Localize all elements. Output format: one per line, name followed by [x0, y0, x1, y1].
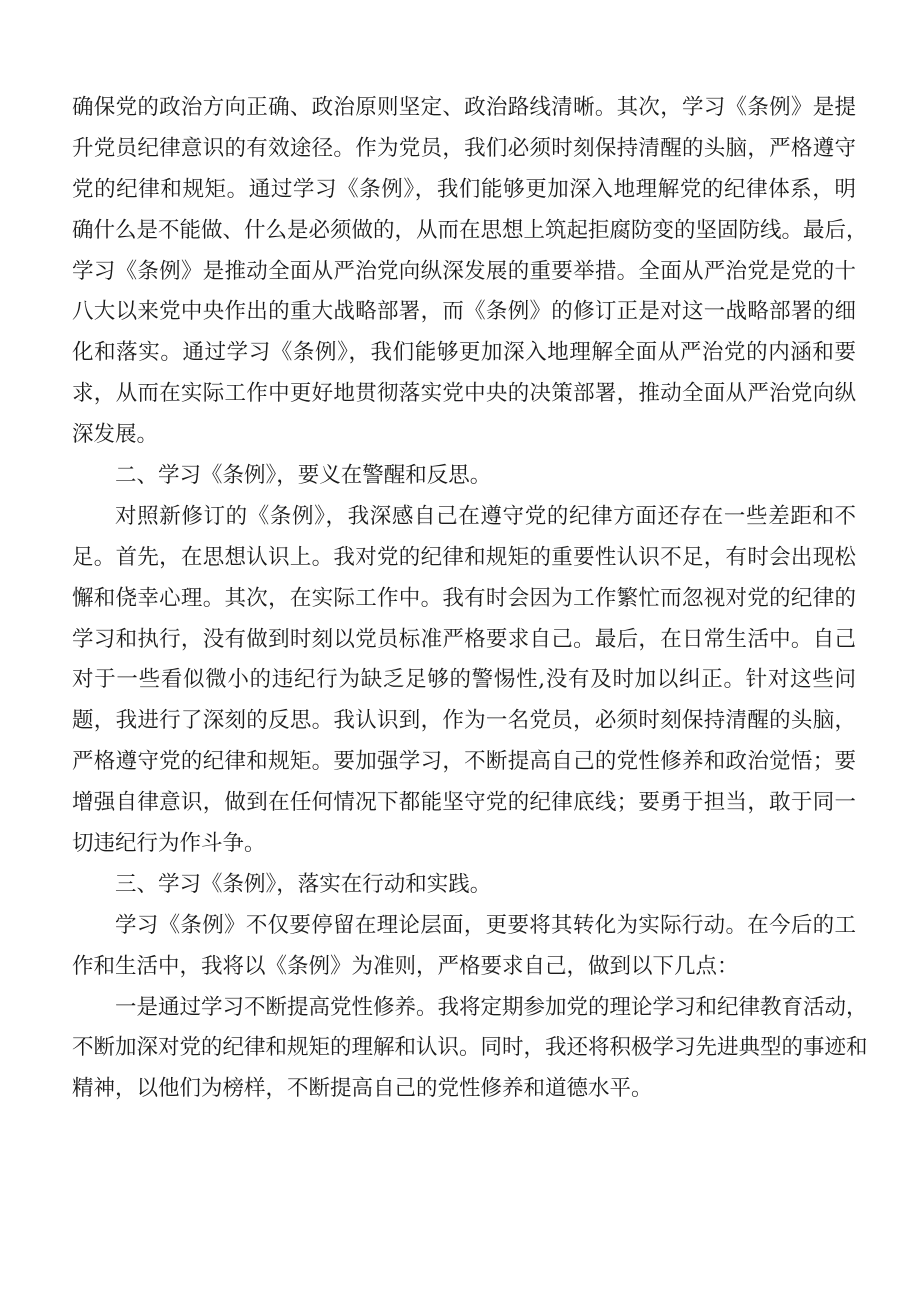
- paragraph-first-line: 学习《条例》不仅要停留在理论层面，更要将其转化为实际行动。在今后的工: [115, 912, 856, 938]
- text-line: 学习和执行，没有做到时刻以党员标准严格要求自己。最后，在日常生活中。自己: [72, 626, 856, 652]
- text-line: 足。首先，在思想认识上。我对党的纪律和规矩的重要性认识不足，有时会出现松: [72, 544, 856, 570]
- text-line: 学习《条例》是推动全面从严治党向纵深发展的重要举措。全面从严治党是党的十: [72, 258, 856, 284]
- text-line: 懈和侥幸心理。其次，在实际工作中。我有时会因为工作繁忙而忽视对党的纪律的: [72, 585, 856, 611]
- text-line: 作和生活中，我将以《条例》为准则，严格要求自己，做到以下几点：: [72, 953, 739, 979]
- text-line: 求，从而在实际工作中更好地贯彻落实党中央的决策部署，推动全面从严治党向纵: [72, 381, 856, 407]
- text-line: 切违纪行为作斗争。: [72, 831, 266, 857]
- paragraph-first-line: 三、学习《条例》，落实在行动和实践。: [115, 871, 492, 897]
- text-line: 升党员纪律意识的有效途径。作为党员，我们必须时刻保持清醒的头脑，严格遵守: [72, 135, 856, 161]
- text-line: 不断加深对党的纪律和规矩的理解和认识。同时，我还将积极学习先进典型的事迹和: [72, 1035, 868, 1061]
- paragraph-first-line: 对照新修订的《条例》，我深感自己在遵守党的纪律方面还存在一些差距和不: [115, 503, 856, 529]
- text-line: 八大以来党中央作出的重大战略部署，而《条例》的修订正是对这一战略部署的细: [72, 299, 856, 325]
- document-body: [72, 88, 868, 1110]
- text-line: 题，我进行了深刻的反思。我认识到，作为一名党员，必须时刻保持清醒的头脑，: [72, 708, 856, 734]
- paragraph-first-line: 二、学习《条例》，要义在警醒和反思。: [115, 463, 492, 489]
- text-line: 化和落实。通过学习《条例》，我们能够更加深入地理解全面从严治党的内涵和要: [72, 340, 856, 366]
- text-line: 确什么是不能做、什么是必须做的，从而在思想上筑起拒腐防变的坚固防线。最后，: [72, 217, 868, 243]
- text-line: 对于一些看似微小的违纪行为缺乏足够的警惕性,没有及时加以纠正。针对这些问: [72, 667, 856, 693]
- text-line: 增强自律意识，做到在任何情况下都能坚守党的纪律底线；要勇于担当，敢于同一: [72, 790, 856, 816]
- paragraph-first-line: 一是通过学习不断提高党性修养。我将定期参加党的理论学习和纪律教育活动，: [115, 994, 868, 1020]
- text-line: 严格遵守党的纪律和规矩。要加强学习，不断提高自己的党性修养和政治觉悟；要: [72, 749, 856, 775]
- text-line: 深发展。: [72, 422, 159, 448]
- text-line: 确保党的政治方向正确、政治原则坚定、政治路线清晰。其次，学习《条例》是提: [72, 95, 856, 120]
- text-line: 党的纪律和规矩。通过学习《条例》，我们能够更加深入地理解党的纪律体系，明: [72, 176, 856, 202]
- text-line: 精神，以他们为榜样，不断提高自己的党性修养和道德水平。: [72, 1076, 653, 1102]
